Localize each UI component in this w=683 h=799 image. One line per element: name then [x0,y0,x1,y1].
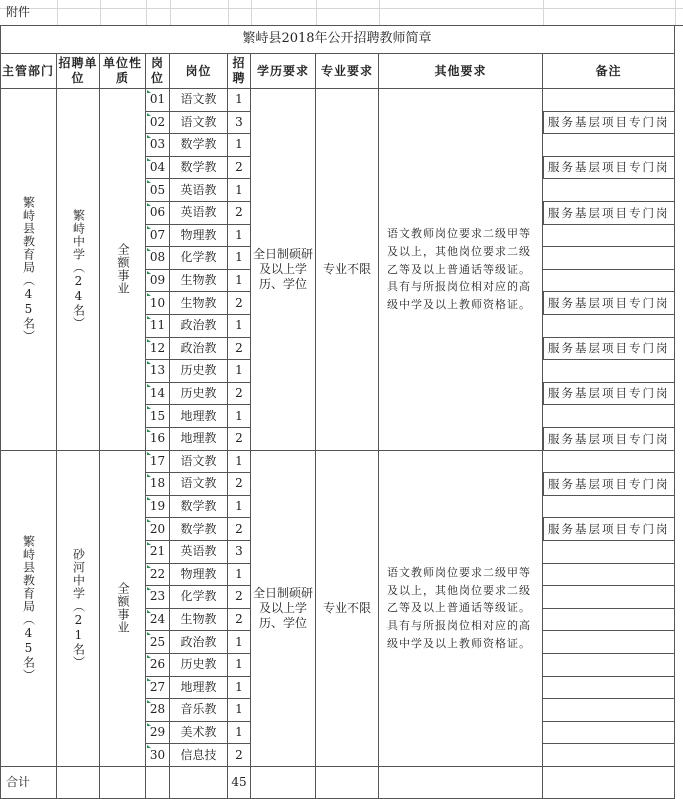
header-position[interactable]: 岗位 [170,54,228,89]
position-name-cell[interactable]: 生物教 [170,270,228,293]
cell-corner-mark [147,339,151,342]
table-title[interactable]: 繁峙县2018年公开招聘教师简章 [0,26,675,54]
position-no-cell[interactable]: 23 [146,586,170,609]
count-cell[interactable]: 1 [228,315,251,338]
education-cell[interactable]: 全日制硕研及以上学历、学位 [251,451,316,767]
position-name-cell[interactable]: 生物教 [170,292,228,315]
cell-corner-mark [147,203,151,206]
position-name-cell[interactable]: 物理教 [170,564,228,587]
position-name-cell[interactable]: 语文教 [170,89,228,112]
position-no-cell[interactable]: 20 [146,518,170,541]
count-cell[interactable]: 2 [228,292,251,315]
position-name-cell[interactable]: 英语教 [170,541,228,564]
position-no-cell[interactable]: 09 [146,270,170,293]
remarks-cell[interactable]: 服务基层项目专门岗 [543,518,675,541]
gridline [379,0,380,26]
position-name-cell[interactable]: 地理教 [170,677,228,700]
gridline [543,0,544,26]
remarks-cell[interactable] [543,744,675,767]
cell-corner-mark [147,90,151,93]
remarks-cell[interactable] [543,451,675,474]
position-no-cell[interactable]: 16 [146,428,170,451]
position-no-cell[interactable]: 11 [146,315,170,338]
cell-corner-mark [147,745,151,748]
cell-corner-mark [147,180,151,183]
count-cell[interactable]: 3 [228,112,251,135]
position-name-cell[interactable]: 政治教 [170,631,228,654]
count-cell[interactable]: 2 [228,473,251,496]
position-no-cell[interactable]: 29 [146,722,170,745]
remarks-cell[interactable] [543,89,675,112]
remarks-cell[interactable] [543,179,675,202]
cell-corner-mark [147,565,151,568]
remarks-cell[interactable] [543,134,675,157]
cell-corner-mark [147,248,151,251]
total-empty-cell[interactable] [379,767,543,799]
cell-corner-mark [147,519,151,522]
header-count[interactable]: 招聘 [228,54,251,89]
count-cell[interactable]: 1 [228,270,251,293]
cell-corner-mark [147,700,151,703]
count-cell[interactable]: 2 [228,338,251,361]
position-name-cell[interactable]: 音乐教 [170,699,228,722]
gridline [316,0,317,26]
position-no-cell[interactable]: 02 [146,112,170,135]
position-name-cell[interactable]: 信息技 [170,744,228,767]
position-name-cell[interactable]: 生物教 [170,609,228,632]
gridline [0,8,683,9]
count-cell[interactable]: 3 [228,541,251,564]
position-no-cell[interactable]: 10 [146,292,170,315]
cell-corner-mark [147,429,151,432]
position-no-cell[interactable]: 30 [146,744,170,767]
count-cell[interactable]: 2 [228,609,251,632]
other-requirements-cell[interactable]: 语文教师岗位要求二级甲等及以上，其他岗位要求二级乙等及以上普通话等级证。具有与所报岗位相对应的高级中学及以上教师资格证。 [379,451,543,767]
position-name-cell[interactable]: 历史教 [170,654,228,677]
annex-label[interactable]: 附件 [6,5,31,19]
cell-corner-mark [147,542,151,545]
remarks-cell[interactable] [543,586,675,609]
count-cell[interactable]: 1 [228,451,251,474]
nature-cell[interactable]: 全额事业 [100,451,146,767]
header-other[interactable]: 其他要求 [379,54,543,89]
count-cell[interactable]: 2 [228,383,251,406]
position-no-cell[interactable]: 26 [146,654,170,677]
position-name-cell[interactable]: 政治教 [170,315,228,338]
remarks-cell[interactable]: 服务基层项目专门岗 [543,202,675,225]
remarks-cell[interactable] [543,270,675,293]
position-name-cell[interactable]: 英语教 [170,179,228,202]
position-no-cell[interactable]: 12 [146,338,170,361]
total-empty-cell[interactable] [251,767,316,799]
cell-corner-mark [147,158,151,161]
remarks-cell[interactable] [543,699,675,722]
position-no-cell[interactable]: 06 [146,202,170,225]
major-cell[interactable]: 专业不限 [316,89,379,451]
position-no-cell[interactable]: 22 [146,564,170,587]
count-cell[interactable]: 1 [228,89,251,112]
count-cell[interactable]: 1 [228,360,251,383]
total-empty-cell[interactable] [57,767,100,799]
count-cell[interactable]: 1 [228,654,251,677]
count-cell[interactable]: 1 [228,722,251,745]
remarks-cell[interactable] [543,722,675,745]
position-no-cell[interactable]: 27 [146,677,170,700]
remarks-cell[interactable] [543,315,675,338]
count-cell[interactable]: 2 [228,202,251,225]
remarks-cell[interactable] [543,541,675,564]
gridline [57,0,58,26]
cell-corner-mark [147,452,151,455]
cell-corner-mark [147,271,151,274]
position-no-cell[interactable]: 15 [146,405,170,428]
remarks-cell[interactable]: 服务基层项目专门岗 [543,292,675,315]
position-name-cell[interactable]: 地理教 [170,405,228,428]
remarks-cell[interactable]: 服务基层项目专门岗 [543,112,675,135]
count-cell[interactable]: 1 [228,225,251,248]
header-pos_no[interactable]: 岗位 [146,54,170,89]
header-remarks[interactable]: 备注 [543,54,675,89]
position-no-cell[interactable]: 01 [146,89,170,112]
header-major[interactable]: 专业要求 [316,54,379,89]
count-cell[interactable]: 1 [228,564,251,587]
education-cell[interactable]: 全日制硕研及以上学历、学位 [251,89,316,451]
count-cell[interactable]: 1 [228,179,251,202]
remarks-cell[interactable]: 服务基层项目专门岗 [543,383,675,406]
total-empty-cell[interactable] [316,767,379,799]
position-name-cell[interactable]: 数学教 [170,496,228,519]
remarks-cell[interactable]: 服务基层项目专门岗 [543,428,675,451]
remarks-cell[interactable] [543,677,675,700]
cell-corner-mark [147,226,151,229]
position-no-cell[interactable]: 17 [146,451,170,474]
total-empty-cell[interactable] [100,767,146,799]
position-name-cell[interactable]: 数学教 [170,134,228,157]
total-label[interactable]: 合计 [0,767,57,799]
header-unit[interactable]: 招聘单位 [57,54,100,89]
remarks-cell[interactable] [543,405,675,428]
position-name-cell[interactable]: 语文教 [170,473,228,496]
position-no-cell[interactable]: 21 [146,541,170,564]
gridline [170,0,171,26]
dept-cell[interactable]: 繁峙县教育局（45名） [0,451,57,767]
remarks-cell[interactable] [543,496,675,519]
gridline [146,0,147,26]
count-cell[interactable]: 1 [228,699,251,722]
remarks-cell[interactable]: 服务基层项目专门岗 [543,338,675,361]
major-cell[interactable]: 专业不限 [316,451,379,767]
total-empty-cell[interactable] [146,767,170,799]
position-no-cell[interactable]: 03 [146,134,170,157]
cell-corner-mark [147,655,151,658]
remarks-cell[interactable] [543,225,675,248]
position-name-cell[interactable]: 语文教 [170,112,228,135]
position-no-cell[interactable]: 18 [146,473,170,496]
position-name-cell[interactable]: 美术教 [170,722,228,745]
remarks-cell[interactable]: 服务基层项目专门岗 [543,157,675,180]
position-no-cell[interactable]: 14 [146,383,170,406]
remarks-cell[interactable] [543,564,675,587]
position-name-cell[interactable]: 地理教 [170,428,228,451]
remarks-cell[interactable] [543,609,675,632]
position-name-cell[interactable]: 物理教 [170,225,228,248]
remarks-cell[interactable] [543,360,675,383]
header-education[interactable]: 学历要求 [251,54,316,89]
cell-corner-mark [147,474,151,477]
position-no-cell[interactable]: 13 [146,360,170,383]
position-no-cell[interactable]: 05 [146,179,170,202]
remarks-cell[interactable] [543,247,675,270]
cell-corner-mark [147,587,151,590]
cell-corner-mark [147,632,151,635]
position-no-cell[interactable]: 24 [146,609,170,632]
count-cell[interactable]: 1 [228,405,251,428]
count-cell[interactable]: 2 [228,586,251,609]
cell-corner-mark [147,135,151,138]
position-no-cell[interactable]: 19 [146,496,170,519]
count-cell[interactable]: 1 [228,677,251,700]
cell-corner-mark [147,384,151,387]
cell-corner-mark [147,678,151,681]
gridline [100,0,101,26]
unit-cell[interactable]: 砂河中学（21名） [57,451,100,767]
position-name-cell[interactable]: 数学教 [170,157,228,180]
header-dept[interactable]: 主管部门 [0,54,57,89]
gridline [228,0,229,26]
position-name-cell[interactable]: 化学教 [170,247,228,270]
cell-corner-mark [147,406,151,409]
count-cell[interactable]: 1 [228,247,251,270]
position-no-cell[interactable]: 28 [146,699,170,722]
position-name-cell[interactable]: 政治教 [170,338,228,361]
position-name-cell[interactable]: 历史教 [170,360,228,383]
nature-cell[interactable]: 全额事业 [100,89,146,451]
dept-cell[interactable]: 繁峙县教育局（45名） [0,89,57,451]
cell-corner-mark [147,610,151,613]
count-cell[interactable]: 2 [228,744,251,767]
count-cell[interactable]: 2 [228,518,251,541]
unit-cell[interactable]: 繁峙中学（24名） [57,89,100,451]
position-name-cell[interactable]: 英语教 [170,202,228,225]
count-cell[interactable]: 1 [228,134,251,157]
count-cell[interactable]: 1 [228,496,251,519]
cell-corner-mark [147,723,151,726]
position-name-cell[interactable]: 数学教 [170,518,228,541]
gridline [675,0,676,26]
position-name-cell[interactable]: 化学教 [170,586,228,609]
position-no-cell[interactable]: 04 [146,157,170,180]
cell-corner-mark [147,497,151,500]
remarks-cell[interactable] [543,654,675,677]
total-empty-cell[interactable] [543,767,675,799]
count-cell[interactable]: 2 [228,157,251,180]
gridline [251,0,252,26]
position-no-cell[interactable]: 08 [146,247,170,270]
header-nature[interactable]: 单位性质 [100,54,146,89]
remarks-cell[interactable] [543,631,675,654]
other-requirements-cell[interactable]: 语文教师岗位要求二级甲等及以上，其他岗位要求二级乙等及以上普通话等级证。具有与所报岗位相对应的高级中学及以上教师资格证。 [379,89,543,451]
total-count[interactable]: 45 [228,767,251,799]
count-cell[interactable]: 2 [228,428,251,451]
remarks-cell[interactable]: 服务基层项目专门岗 [543,473,675,496]
total-empty-cell[interactable] [170,767,228,799]
position-no-cell[interactable]: 25 [146,631,170,654]
cell-corner-mark [147,361,151,364]
position-no-cell[interactable]: 07 [146,225,170,248]
count-cell[interactable]: 1 [228,631,251,654]
cell-corner-mark [147,293,151,296]
position-name-cell[interactable]: 历史教 [170,383,228,406]
cell-corner-mark [147,316,151,319]
cell-corner-mark [147,113,151,116]
position-name-cell[interactable]: 语文教 [170,451,228,474]
